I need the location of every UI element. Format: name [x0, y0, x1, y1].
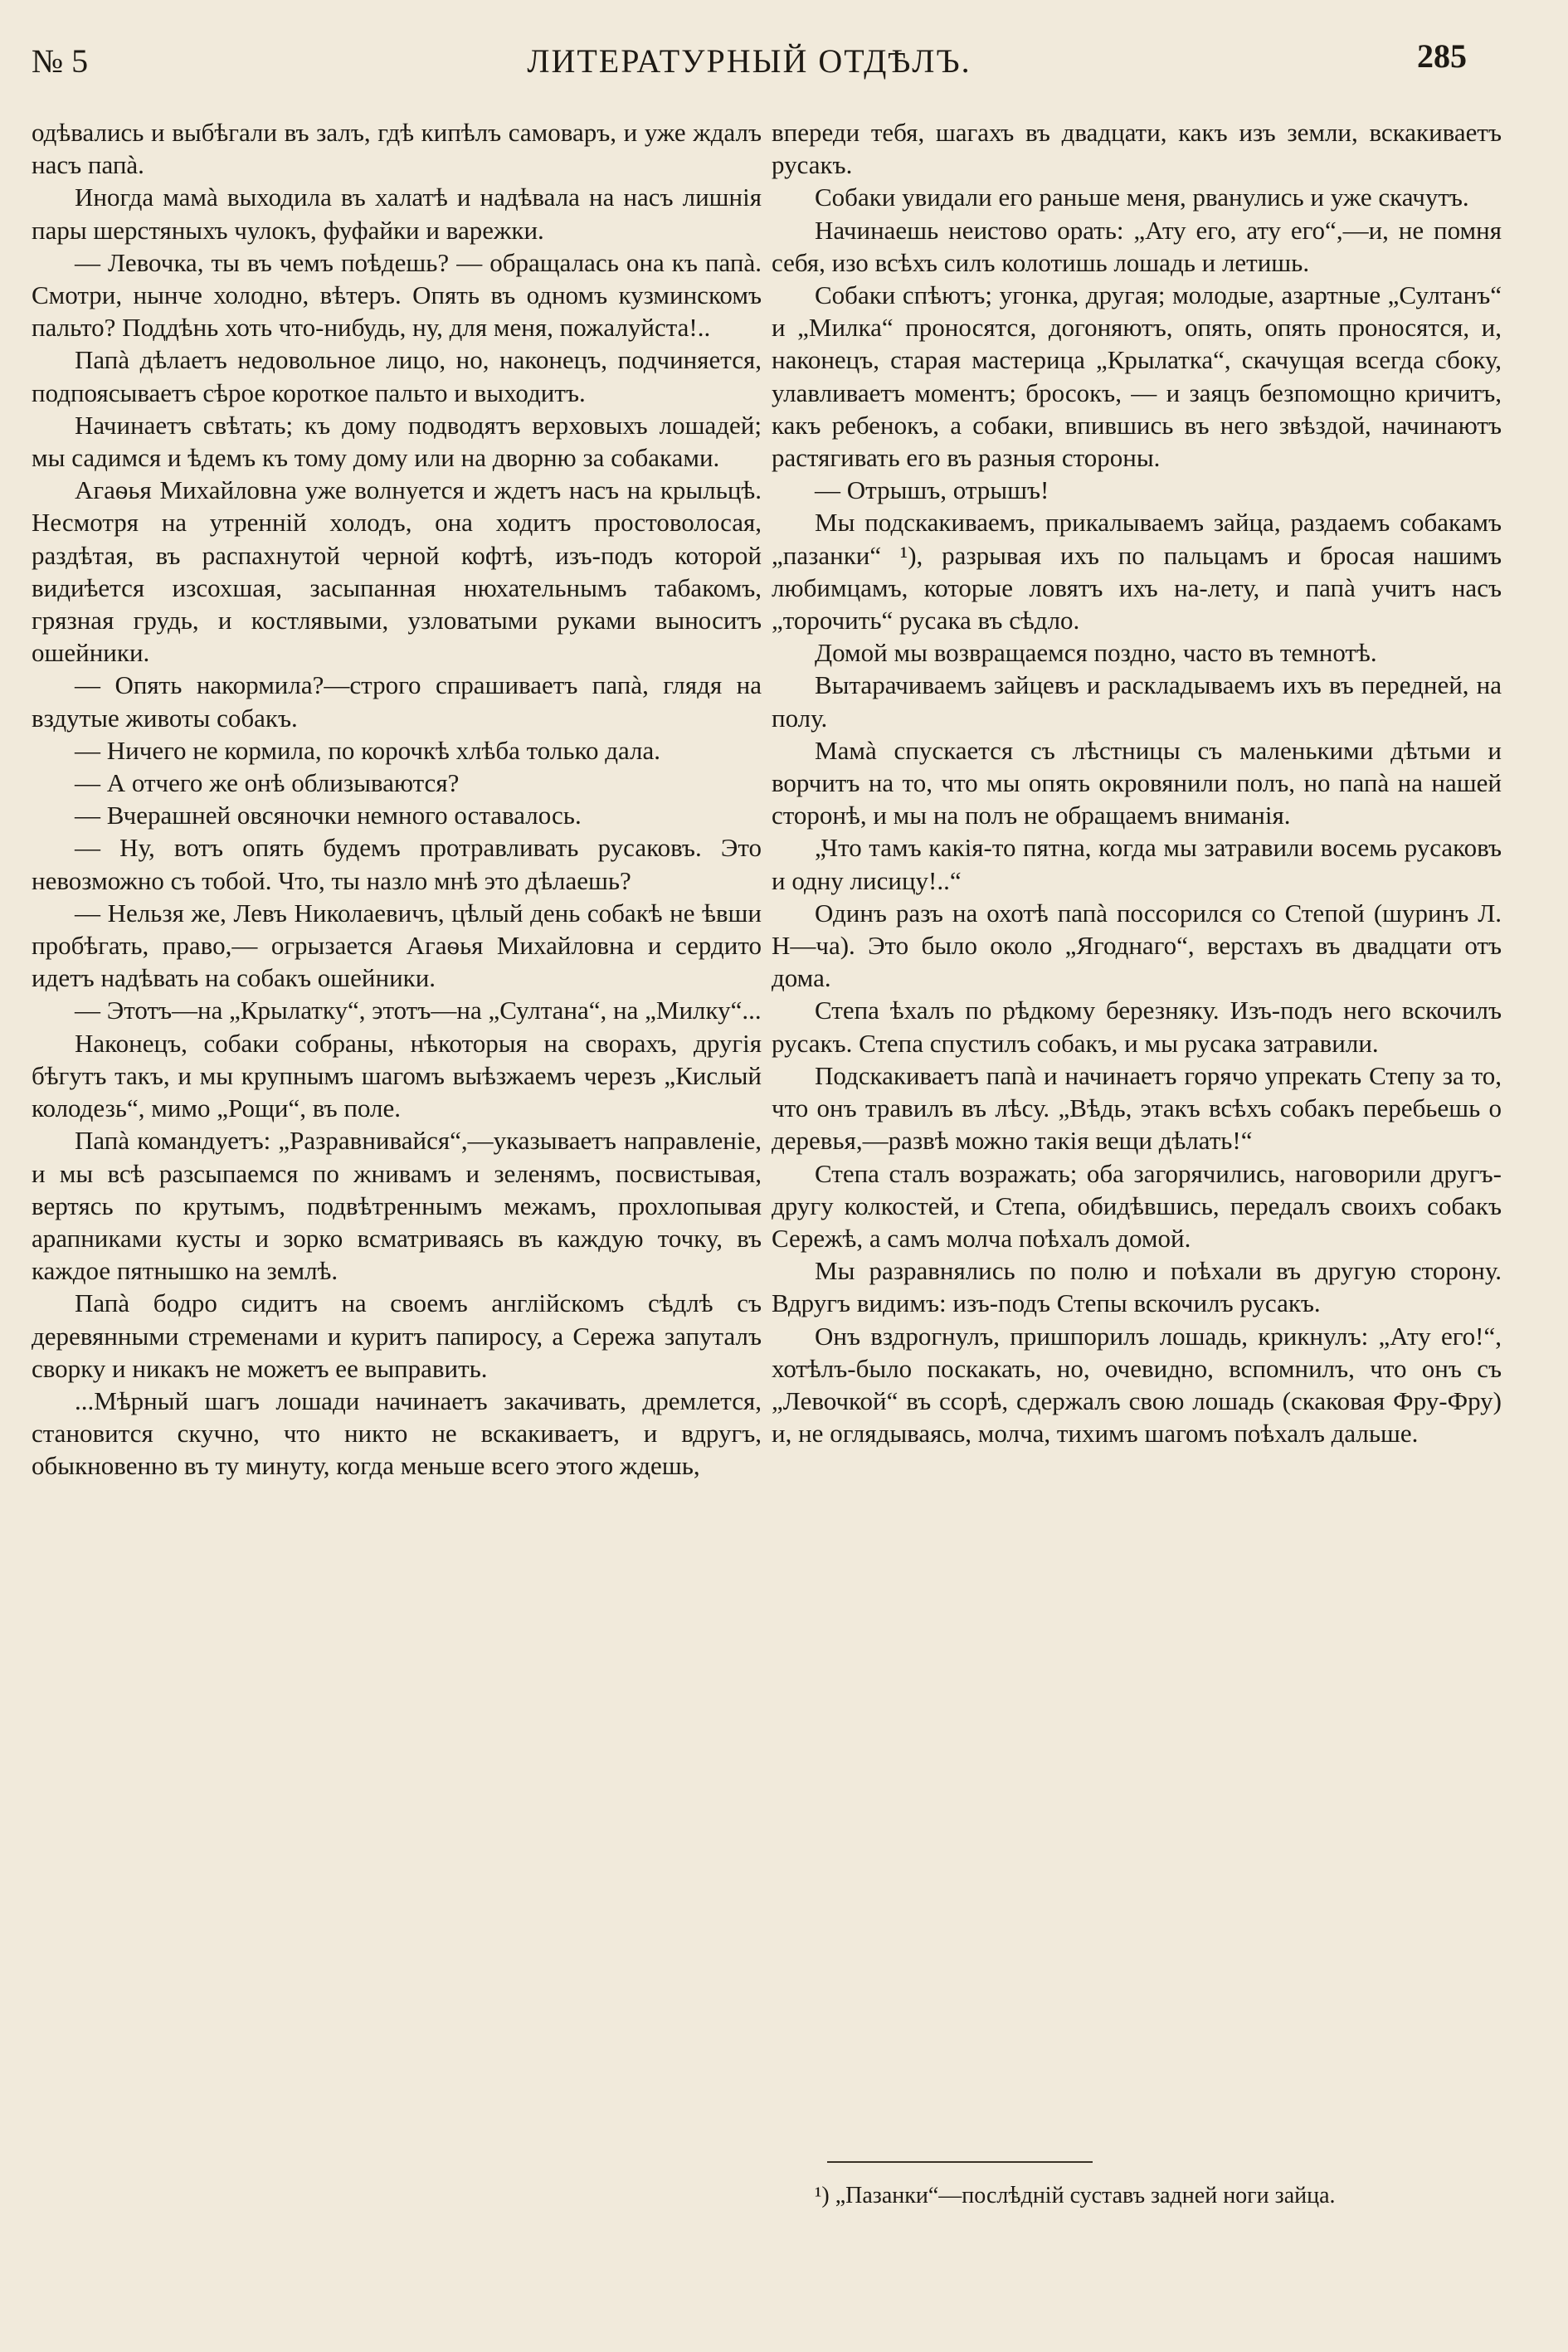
section-title: ЛИТЕРАТУРНЫЙ ОТДѢЛЪ.	[527, 42, 971, 80]
right-column	[772, 116, 1502, 1449]
paragraph: — А отчего же онѣ облизываются?	[75, 768, 460, 798]
paragraph: Мы разравнялись по полю и поѣхали въ другую сторону. Вдругъ видимъ: изъ-подъ Степы вскочилъ русакъ.	[772, 1256, 1502, 1318]
paragraph: — Опять накормила?—строго спрашиваетъ папà, глядя на вздутые животы собакъ.	[32, 670, 762, 733]
paragraph: „Что тамъ какія-то пятна, когда мы затравили восемь русаковъ и одну лисицу!..“	[772, 833, 1502, 895]
paragraph: — Ну, вотъ опять будемъ протравливать русаковъ. Это невозможно съ тобой. Что, ты назло мнѣ это дѣлаешь?	[32, 833, 762, 895]
paragraph: впереди тебя, шагахъ въ двадцати, какъ изъ земли, вскакиваетъ русакъ.	[772, 118, 1502, 180]
page-number: 285	[1417, 37, 1467, 75]
paragraph: — Вчерашней овсяночки немного оставалось.	[75, 801, 582, 830]
paragraph: Иногда мамà выходила въ халатѣ и надѣвала на насъ лишнія пары шерстяныхъ чулокъ, фуфайки и варежки.	[32, 183, 762, 245]
paragraph: — Этотъ—на „Крылатку“, этотъ—на „Султана“, на „Милку“...	[75, 996, 762, 1025]
paragraph: — Отрышъ, отрышъ!	[815, 475, 1049, 505]
paragraph: Начинаетъ свѣтать; къ дому подводятъ верховыхъ лошадей; мы садимся и ѣдемъ къ тому дому или на дворню за собаками.	[32, 410, 762, 473]
paragraph: одѣвались и выбѣгали въ залъ, гдѣ кипѣлъ самоваръ, и уже ждалъ насъ папà.	[32, 118, 762, 180]
paragraph: Наконецъ, собаки собраны, нѣкоторыя на сворахъ, другія бѣгутъ такъ, и мы крупнымъ шагомъ выѣзжаемъ черезъ „Кислый колодезь“, мимо „Рощи“, въ поле.	[32, 1028, 762, 1123]
footnote: ¹) „Пазанки“—послѣдній суставъ задней ноги зайца.	[815, 2183, 1336, 2208]
paragraph: — Левочка, ты въ чемъ поѣдешь? — обращалась она къ папà. Смотри, нынче холодно, вѣтеръ. Опять въ одномъ кузминскомъ пальто? Поддѣнь хоть что-нибудь, ну, для меня, пожалуйста!..	[32, 247, 762, 343]
paragraph: Начинаешь неистово орать: „Ату его, ату его“,—и, не помня себя, изо всѣхъ силъ колотишь лошадь и летишь.	[772, 215, 1502, 277]
page-header	[32, 37, 1467, 95]
paragraph: Агаѳья Михайловна уже волнуется и ждетъ насъ на крыльцѣ. Несмотря на утренній холодъ, она ходитъ простоволосая, раздѣтая, въ распахнутой черной кофтѣ, изъ-подъ которой видиѣется изсохшая, засыпанная нюхательнымъ табакомъ, грязная грудь, и костлявыми, узловатыми руками выноситъ ошейники.	[32, 475, 762, 668]
paragraph: Папà бодро сидитъ на своемъ англійскомъ сѣдлѣ съ деревянными стременами и куритъ папиросу, а Сережа запуталъ сворку и никакъ не можетъ ее выправить.	[32, 1288, 762, 1383]
paragraph: Подскакиваетъ папà и начинаетъ горячо упрекать Степу за то, что онъ травилъ въ лѣсу. „Вѣдь, этакъ всѣхъ собакъ перебьешь о деревья,—развѣ можно такія вещи дѣлать!“	[772, 1060, 1502, 1156]
paragraph: Собаки увидали его раньше меня, рванулись и уже скачутъ.	[815, 183, 1469, 212]
paragraph: — Ничего не кормила, по корочкѣ хлѣба только дала.	[75, 735, 661, 765]
paragraph: ...Мѣрный шагъ лошади начинаетъ закачивать, дремлется, становится скучно, что никто не вскакиваетъ, и вдругъ, обыкновенно въ ту минуту, когда меньше всего этого ждешь,	[32, 1385, 762, 1481]
paragraph: Мамà спускается съ лѣстницы съ маленькими дѣтьми и ворчитъ на то, что мы опять окровянили полъ, но папà на нашей сторонѣ, и мы на полъ не обращаемъ вниманія.	[772, 735, 1502, 830]
paragraph: Онъ вздрогнулъ, пришпорилъ лошадь, крикнулъ: „Ату его!“, хотѣлъ-было поскакать, но, очевидно, вспомнилъ, что онъ съ „Левочкой“ въ ссорѣ, сдержалъ свою лошадь (скаковая Фру-Фру) и, не оглядываясь, молча, тихимъ шагомъ поѣхалъ дальше.	[772, 1321, 1502, 1449]
paragraph: — Нельзя же, Левъ Николаевичъ, цѣлый день собакѣ не ѣвши пробѣгать, право,— огрызается Агаѳья Михайловна и сердито идетъ надѣвать на собакъ ошейники.	[32, 898, 762, 993]
footnote-divider	[827, 2161, 1093, 2163]
left-column	[32, 116, 762, 1483]
paragraph: Степа ѣхалъ по рѣдкому березняку. Изъ-подъ него вскочилъ русакъ. Степа спустилъ собакъ, и мы русака затравили.	[772, 996, 1502, 1058]
paragraph: Одинъ разъ на охотѣ папà поссорился со Степой (шуринъ Л. Н—ча). Это было около „Ягоднаго“, верстахъ въ двадцати отъ дома.	[772, 898, 1502, 993]
paragraph: Вытарачиваемъ зайцевъ и раскладываемъ ихъ въ передней, на полу.	[772, 670, 1502, 733]
paragraph: Собаки спѣютъ; угонка, другая; молодые, азартные „Султанъ“ и „Милка“ проносятся, догоняютъ, опять, опять проносятся, и, наконецъ, старая мастерица „Крылатка“, скачущая всегда сбоку, улавливаетъ моментъ; бросокъ, — и заяцъ безпомощно кричитъ, какъ ребенокъ, а собаки, впившись въ него звѣздой, начинаютъ растягивать его въ разныя стороны.	[772, 280, 1502, 473]
paragraph: Домой мы возвращаемся поздно, часто въ темнотѣ.	[815, 638, 1377, 668]
paragraph: Папà дѣлаетъ недовольное лицо, но, наконецъ, подчиняется, подпоясываетъ сѣрое короткое пальто и выходитъ.	[32, 345, 762, 407]
paragraph: Папà командуетъ: „Разравнивайся“,—указываетъ направленіе, и мы всѣ разсыпаемся по жнивамъ и зеленямъ, посвистывая, вертясь по крутымъ, подвѣтреннымъ межамъ, прохлопывая арапниками кусты и зорко всматриваясь въ каждую точку, въ каждое пятнышко на землѣ.	[32, 1126, 762, 1286]
paragraph: Степа сталъ возражать; оба загорячились, наговорили другъ-другу колкостей, и Степа, обидѣвшись, передалъ своихъ собакъ Сережѣ, а самъ молча поѣхалъ домой.	[772, 1158, 1502, 1253]
issue-number: № 5	[32, 42, 89, 80]
paragraph: Мы подскакиваемъ, прикалываемъ зайца, раздаемъ собакамъ „пазанки“ ¹), разрывая ихъ по пальцамъ и бросая нашимъ любимцамъ, которые ловятъ ихъ на-лету, и папà учитъ насъ „торочить“ русака въ сѣдло.	[772, 508, 1502, 635]
